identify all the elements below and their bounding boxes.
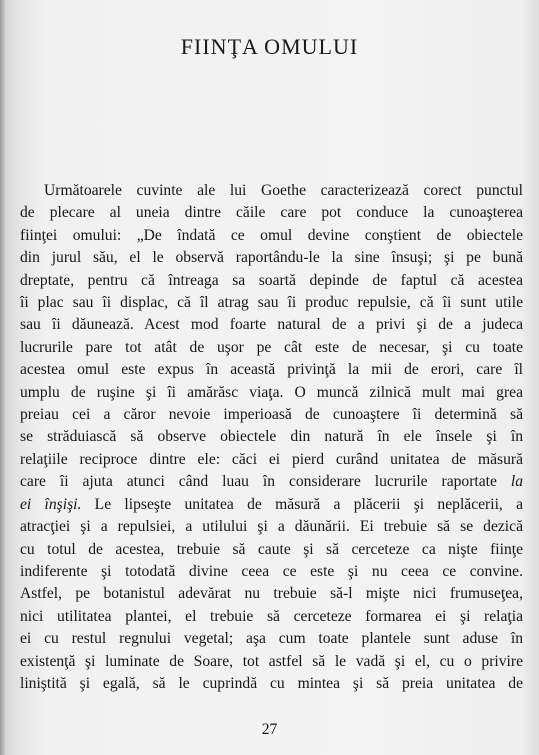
text-line: relaţiile reciproce dintre ele: căci ei pierd curând unitatea de măsură bbox=[20, 450, 523, 468]
text-line: ei cu restul regnului vegetal; aşa cum toate plantele sunt aduse în bbox=[20, 630, 523, 648]
text-line bbox=[20, 471, 523, 493]
text-line-regular: Le lipseşte unitatea de măsură a plăcerii şi neplăcerii, a bbox=[81, 495, 524, 513]
text-line: acestea omul este expus în această privinţă la mii de erori, care îl bbox=[20, 361, 523, 379]
page-left-edge-shadow bbox=[0, 0, 6, 755]
text-line: de plecare al uneia dintre căile care pot conduce la cunoaşterea bbox=[20, 204, 523, 222]
page-number: 27 bbox=[261, 721, 278, 738]
text-line: cu totul de acestea, trebuie să caute şi să cerceteze ca nişte fiinţe bbox=[20, 540, 523, 558]
text-line: existenţă şi luminate de Soare, tot astfel să le vadă şi el, cu o privire bbox=[20, 652, 523, 670]
text-line: Următoarele cuvinte ale lui Goethe caracterizează corect punctul bbox=[44, 182, 523, 199]
text-line-regular: care îi ajuta atunci când luau în considerare lucrurile raportate bbox=[20, 473, 497, 491]
text-line: lucrurile pare tot atât de uşor pe cât este de necesar, şi cu toate bbox=[20, 338, 523, 356]
text-line: preiau cei a căror nevoie imperioasă de cunoaştere îi determină să bbox=[20, 406, 523, 424]
italic-text: la bbox=[510, 473, 523, 491]
text-line: atracţiei şi a repulsiei, a utilului şi a dăunării. Ei trebuie să se dezică bbox=[20, 518, 523, 536]
text-line: umplu de ruşine şi îi amărăsc viaţa. O muncă zilnică mult mai grea bbox=[20, 383, 523, 401]
text-line: dreptate, pentru că întreaga sa soartă depinde de faptul că acestea bbox=[20, 271, 523, 289]
text-line: se străduiască să observe obiectele din natură în ele însele şi în bbox=[20, 428, 523, 446]
chapter-title: FIINŢA OMULUI bbox=[180, 34, 359, 59]
text-line: îi plac sau îi displac, că îl atrag sau îi produc repulsie, că îi sunt utile bbox=[20, 294, 523, 312]
text-line: Astfel, pe botanistul adevărat nu trebuie să-l mişte nici frumuseţea, bbox=[20, 585, 523, 603]
body-text bbox=[20, 180, 523, 695]
page-right-edge bbox=[521, 0, 539, 755]
text-line: nici utilitatea plantei, el trebuie să cerceteze formarea ei şi relaţia bbox=[20, 607, 523, 625]
text-line bbox=[20, 494, 523, 516]
text-line: liniştită şi egală, să le cuprindă cu mintea şi să preia unitatea de bbox=[20, 674, 523, 692]
text-line: din jurul său, el le observă raportându-le la sine însuşi; şi pe bună bbox=[20, 249, 523, 267]
text-line: fiinţei omului: „De îndată ce omul devine conştient de obiectele bbox=[20, 226, 523, 244]
text-line: sau îi dăunează. Acest mod foarte natural de a privi şi de a judeca bbox=[20, 316, 523, 334]
italic-text: ei înşişi. bbox=[20, 495, 82, 513]
text-line: indiferente şi totodată divine ceea ce este şi nu ceea ce convine. bbox=[20, 562, 523, 580]
